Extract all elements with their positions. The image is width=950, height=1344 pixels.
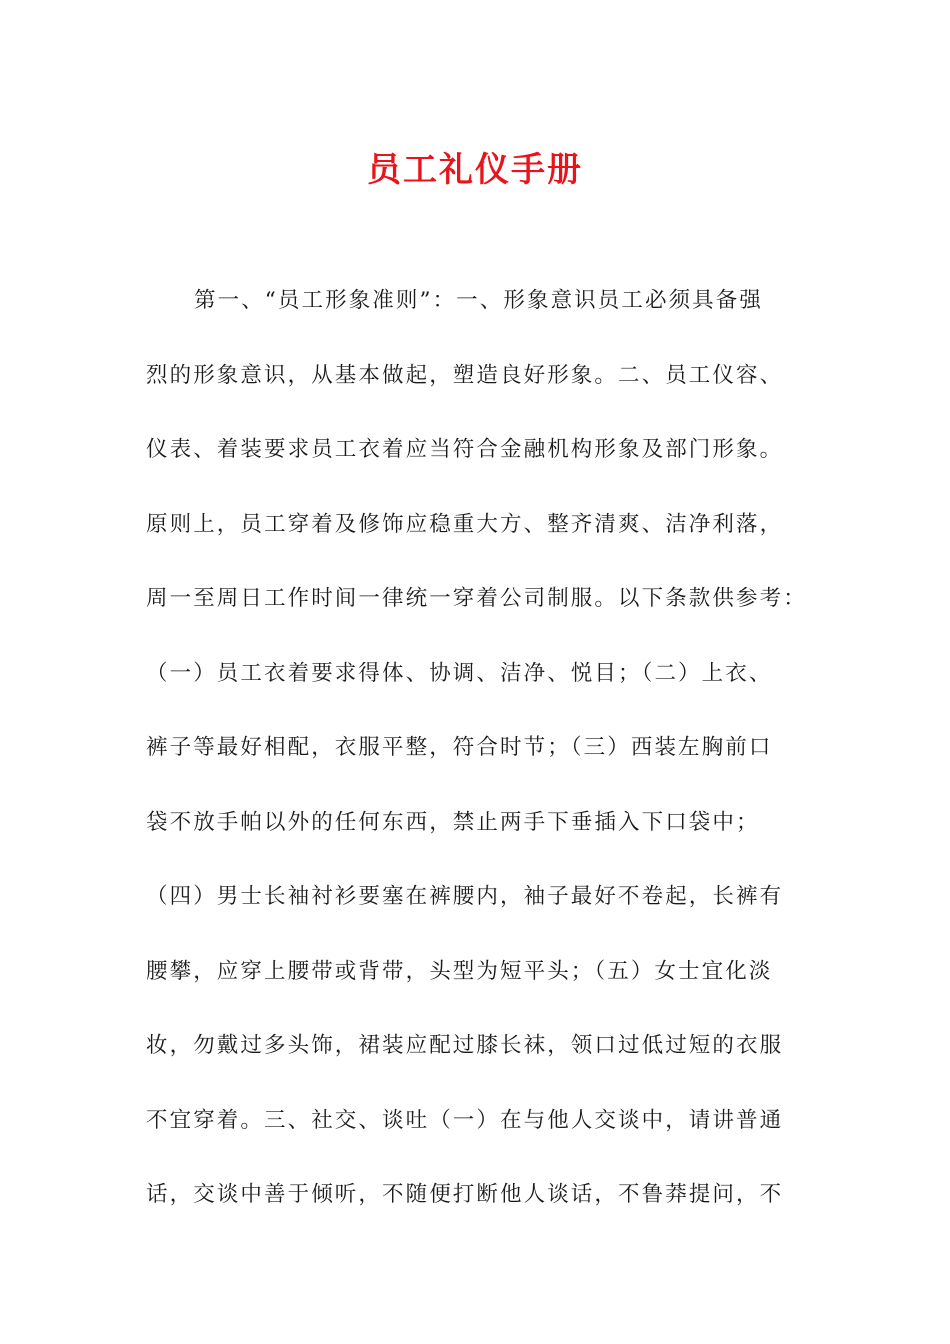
text-line: 裤子等最好相配，衣服平整，符合时节；（三）西装左胸前口 [146, 735, 773, 760]
document-body [146, 280, 806, 1249]
text-line: 腰攀，应穿上腰带或背带，头型为短平头；（五）女士宜化淡 [146, 958, 773, 984]
text-line: 妆，勿戴过多头饰，裙装应配过膝长袜，领口过低过短的衣服 [146, 1033, 784, 1058]
text-line: 袋不放手帕以外的任何东西，禁止两手下垂插入下口袋中； [146, 809, 760, 835]
text-line: （四）男士长袖衬衫要塞在裤腰内，袖子最好不卷起，长裤有 [146, 884, 784, 909]
text-line: 不宜穿着。三、社交、谈吐（一）在与他人交谈中，请讲普通 [146, 1107, 784, 1133]
text-line: 仪表、着装要求员工衣着应当符合金融机构形象及部门形象。 [146, 437, 784, 462]
text-line: 烈的形象意识，从基本做起，塑造良好形象。二、员工仪容、 [146, 362, 784, 388]
text-line: 周一至周日工作时间一律统一穿着公司制服。以下条款供参考： [146, 586, 807, 611]
text-line: 原则上，员工穿着及修饰应稳重大方、整齐清爽、洁净利落， [146, 511, 784, 537]
page-title: 员工礼仪手册 [367, 150, 583, 190]
text-line: （一）员工衣着要求得体、协调、洁净、悦目；（二）上衣、 [146, 660, 773, 686]
text-line: 话，交谈中善于倾听，不随便打断他人谈话，不鲁莽提问，不 [146, 1182, 784, 1207]
text-line: 第一、“员工形象准则”：一、形象意识员工必须具备强 [194, 288, 763, 313]
